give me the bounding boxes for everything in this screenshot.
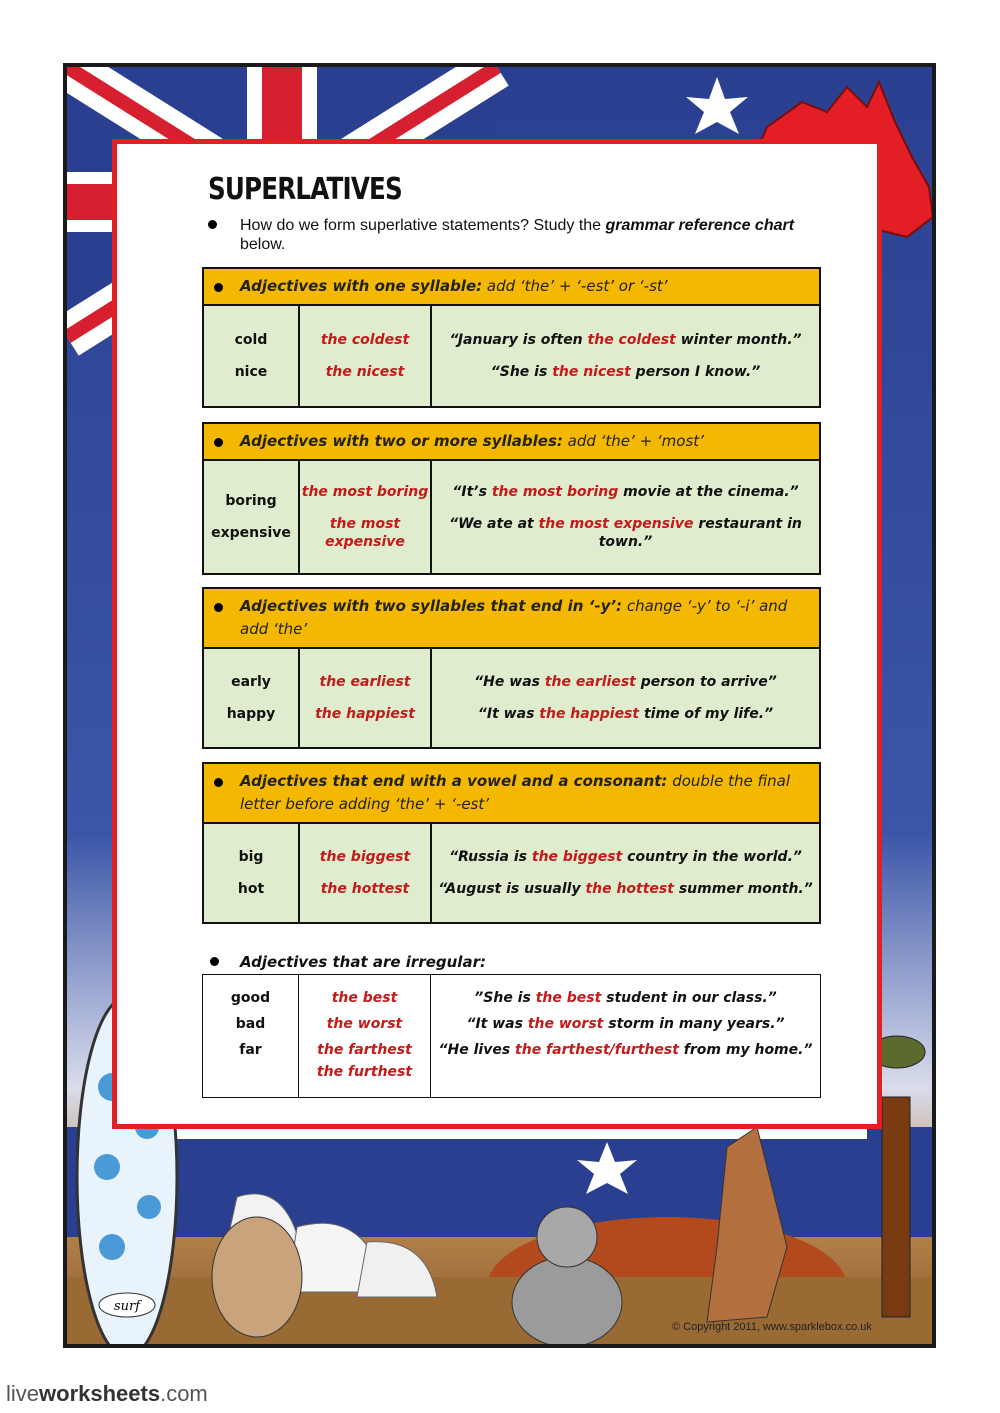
grammar-section (202, 762, 821, 924)
grammar-section (202, 422, 821, 575)
adjective: good (230, 990, 271, 1006)
section-heading: Adjectives with two syllables that end in ‘-y’: change ‘-y’ to ‘-i’ and add ‘the’ (204, 589, 819, 649)
superlative: the furthest (316, 1064, 413, 1080)
example-sentence: “It was the happiest time of my life.” (477, 706, 774, 722)
section-heading: Adjectives that end with a vowel and a consonant: double the final letter before adding ‘the’ + ‘-est’ (204, 764, 819, 824)
didgeridoo-icon (882, 1097, 910, 1317)
example-sentence: “He was the earliest person to arrive” (474, 674, 777, 690)
surfboard-label: surf (113, 1299, 141, 1314)
adjective: happy (226, 706, 276, 722)
irregular-superlatives-column (299, 975, 431, 1097)
adjective: big (238, 849, 264, 865)
section-table (204, 824, 819, 922)
adjective: hot (237, 881, 265, 897)
section-heading: Adjectives with two or more syllables: add ‘the’ + ‘most’ (204, 424, 819, 461)
grammar-section (202, 267, 821, 408)
examples-column (432, 824, 819, 922)
copyright-text: © Copyright 2011, www.sparklebox.co.uk (672, 1321, 872, 1333)
superlatives-column (300, 649, 432, 747)
example-sentence: “It was the worst storm in many years.” (466, 1016, 785, 1032)
superlative: the most expensive (325, 516, 405, 550)
superlatives-column (300, 306, 432, 406)
intro-text (240, 216, 830, 254)
superlative: the worst (326, 1016, 403, 1032)
superlative: the nicest (325, 364, 405, 380)
grammar-section (202, 587, 821, 749)
examples-column (432, 649, 819, 747)
superlative: the most boring (301, 484, 429, 500)
adjective: far (239, 1042, 262, 1058)
adjective: boring (225, 493, 277, 509)
kookaburra-icon (212, 1217, 302, 1337)
section-table (204, 649, 819, 747)
superlative: the earliest (319, 674, 411, 690)
flag-star-icon (686, 77, 748, 134)
example-sentence: “It’s the most boring movie at the cinema.” (452, 484, 799, 500)
superlatives-column (300, 461, 432, 573)
bullet-icon (210, 957, 219, 966)
example-sentence: “Russia is the biggest country in the world.” (449, 849, 802, 865)
koala-icon (512, 1257, 622, 1345)
superlative: the happiest (315, 706, 415, 722)
superlative: the best (331, 990, 398, 1006)
section-table (204, 461, 819, 573)
section-table (204, 306, 819, 406)
adjectives-column (204, 461, 300, 573)
example-sentence: “We ate at the most expensive restaurant in town.” (449, 516, 802, 550)
page-title: SUPERLATIVES (208, 172, 402, 207)
adjective: bad (235, 1016, 266, 1032)
example-sentence: “August is usually the hottest summer month.” (438, 881, 813, 897)
intro-bold: grammar reference chart (605, 217, 795, 234)
superlatives-column (300, 824, 432, 922)
superlative: the hottest (320, 881, 410, 897)
examples-column (432, 461, 819, 573)
adjective: nice (234, 364, 268, 380)
adjective: early (231, 674, 271, 690)
example-sentence: “He lives the farthest/furthest from my home.” (438, 1042, 813, 1058)
examples-column (432, 306, 819, 406)
example-sentence: ”She is the best student in our class.” (474, 990, 777, 1006)
irregular-examples-column (431, 975, 820, 1097)
irregular-adjectives-column (203, 975, 299, 1097)
intro-before: How do we form superlative statements? Study the (240, 217, 606, 234)
irregular-table (202, 974, 821, 1098)
adjectives-column (204, 824, 300, 922)
example-sentence: “January is often the coldest winter month.” (449, 332, 802, 348)
liveworksheets-logo[interactable]: liveworksheets.com (6, 1381, 208, 1406)
adjective: cold (234, 332, 268, 348)
adjectives-column (204, 649, 300, 747)
superlative: the biggest (319, 849, 411, 865)
superlative: the farthest (317, 1042, 412, 1058)
section-heading: Adjectives with one syllable: add ‘the’ + ‘-est’ or ‘-st’ (204, 269, 819, 306)
intro-after: below. (240, 236, 286, 253)
adjectives-column (204, 306, 300, 406)
irregular-label: Adjectives that are irregular: (240, 953, 486, 971)
superlative: the coldest (320, 332, 410, 348)
bullet-icon (208, 220, 217, 229)
adjective: expensive (211, 525, 291, 541)
example-sentence: “She is the nicest person I know.” (490, 364, 761, 380)
